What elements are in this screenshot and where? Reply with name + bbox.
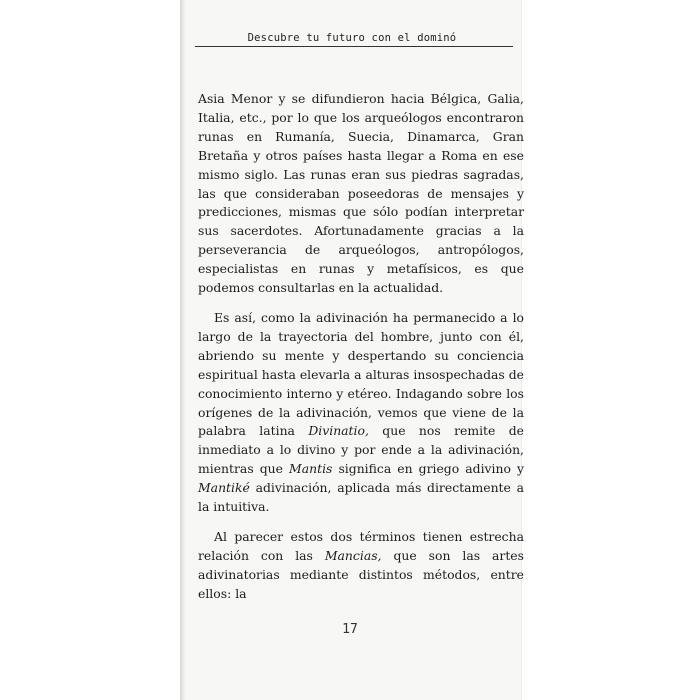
paragraph-3 <box>198 528 524 604</box>
term-divinatio: Divinatio, <box>308 423 369 439</box>
running-head: Descubre tu futuro con el dominó <box>247 32 457 44</box>
paragraph-2 <box>198 309 524 517</box>
paragraph-3-text-a: Al parecer estos dos términos tienen estrecha relación con las <box>198 528 524 563</box>
paragraph-2-text-c: significa en griego adivino y <box>332 461 524 477</box>
term-mancias: Mancias, <box>324 547 382 563</box>
paragraph-1 <box>198 90 524 298</box>
gutter-shadow <box>180 0 186 700</box>
header-rule <box>195 46 513 47</box>
body-text <box>198 90 524 604</box>
paragraph-3-text-b: que son las artes adivinatorias mediante distintos métodos, entre ellos: la <box>198 547 524 601</box>
term-mantis: Mantis <box>289 461 333 477</box>
page-number: 17 <box>342 622 358 637</box>
paragraph-1-text: Asia Menor y se difundieron hacia Bélgica, Galia, Italia, etc., por lo que los arqueólogos encontraron runas en Rumanía, Suecia, Dinamarca, Gran Bretaña y otros países hasta llegar a Roma en ese mismo siglo. Las runas eran sus piedras sagradas, las que consideraban poseedoras de mensajes y predicciones, mismas que sólo podían interpretar sus sacerdotes. Afortunadamente gracias a la perseverancia de arqueólogos, antropólogos, especialistas en runas y metafísicos, es que podemos consultarlas en la actualidad. <box>198 91 524 296</box>
paragraph-2-text-d: adivinación, aplicada más directamente a la intuitiva. <box>198 480 524 515</box>
paragraph-2-text-a: Es así, como la adivinación ha permanecido a lo largo de la trayectoria del hombre, junto con él, abriendo su mente y despertando su conciencia espiritual hasta elevarla a alturas insospechadas de conocimiento interno y etéreo. Indagando sobre los orígenes de la adivinación, vemos que viene de la palabra latina <box>198 309 524 439</box>
paragraph-2-text-b: que nos remite de inmediato a lo divino y por ende a la adivinación, mientras que <box>198 423 524 477</box>
term-mantike: Mantiké <box>198 480 250 496</box>
